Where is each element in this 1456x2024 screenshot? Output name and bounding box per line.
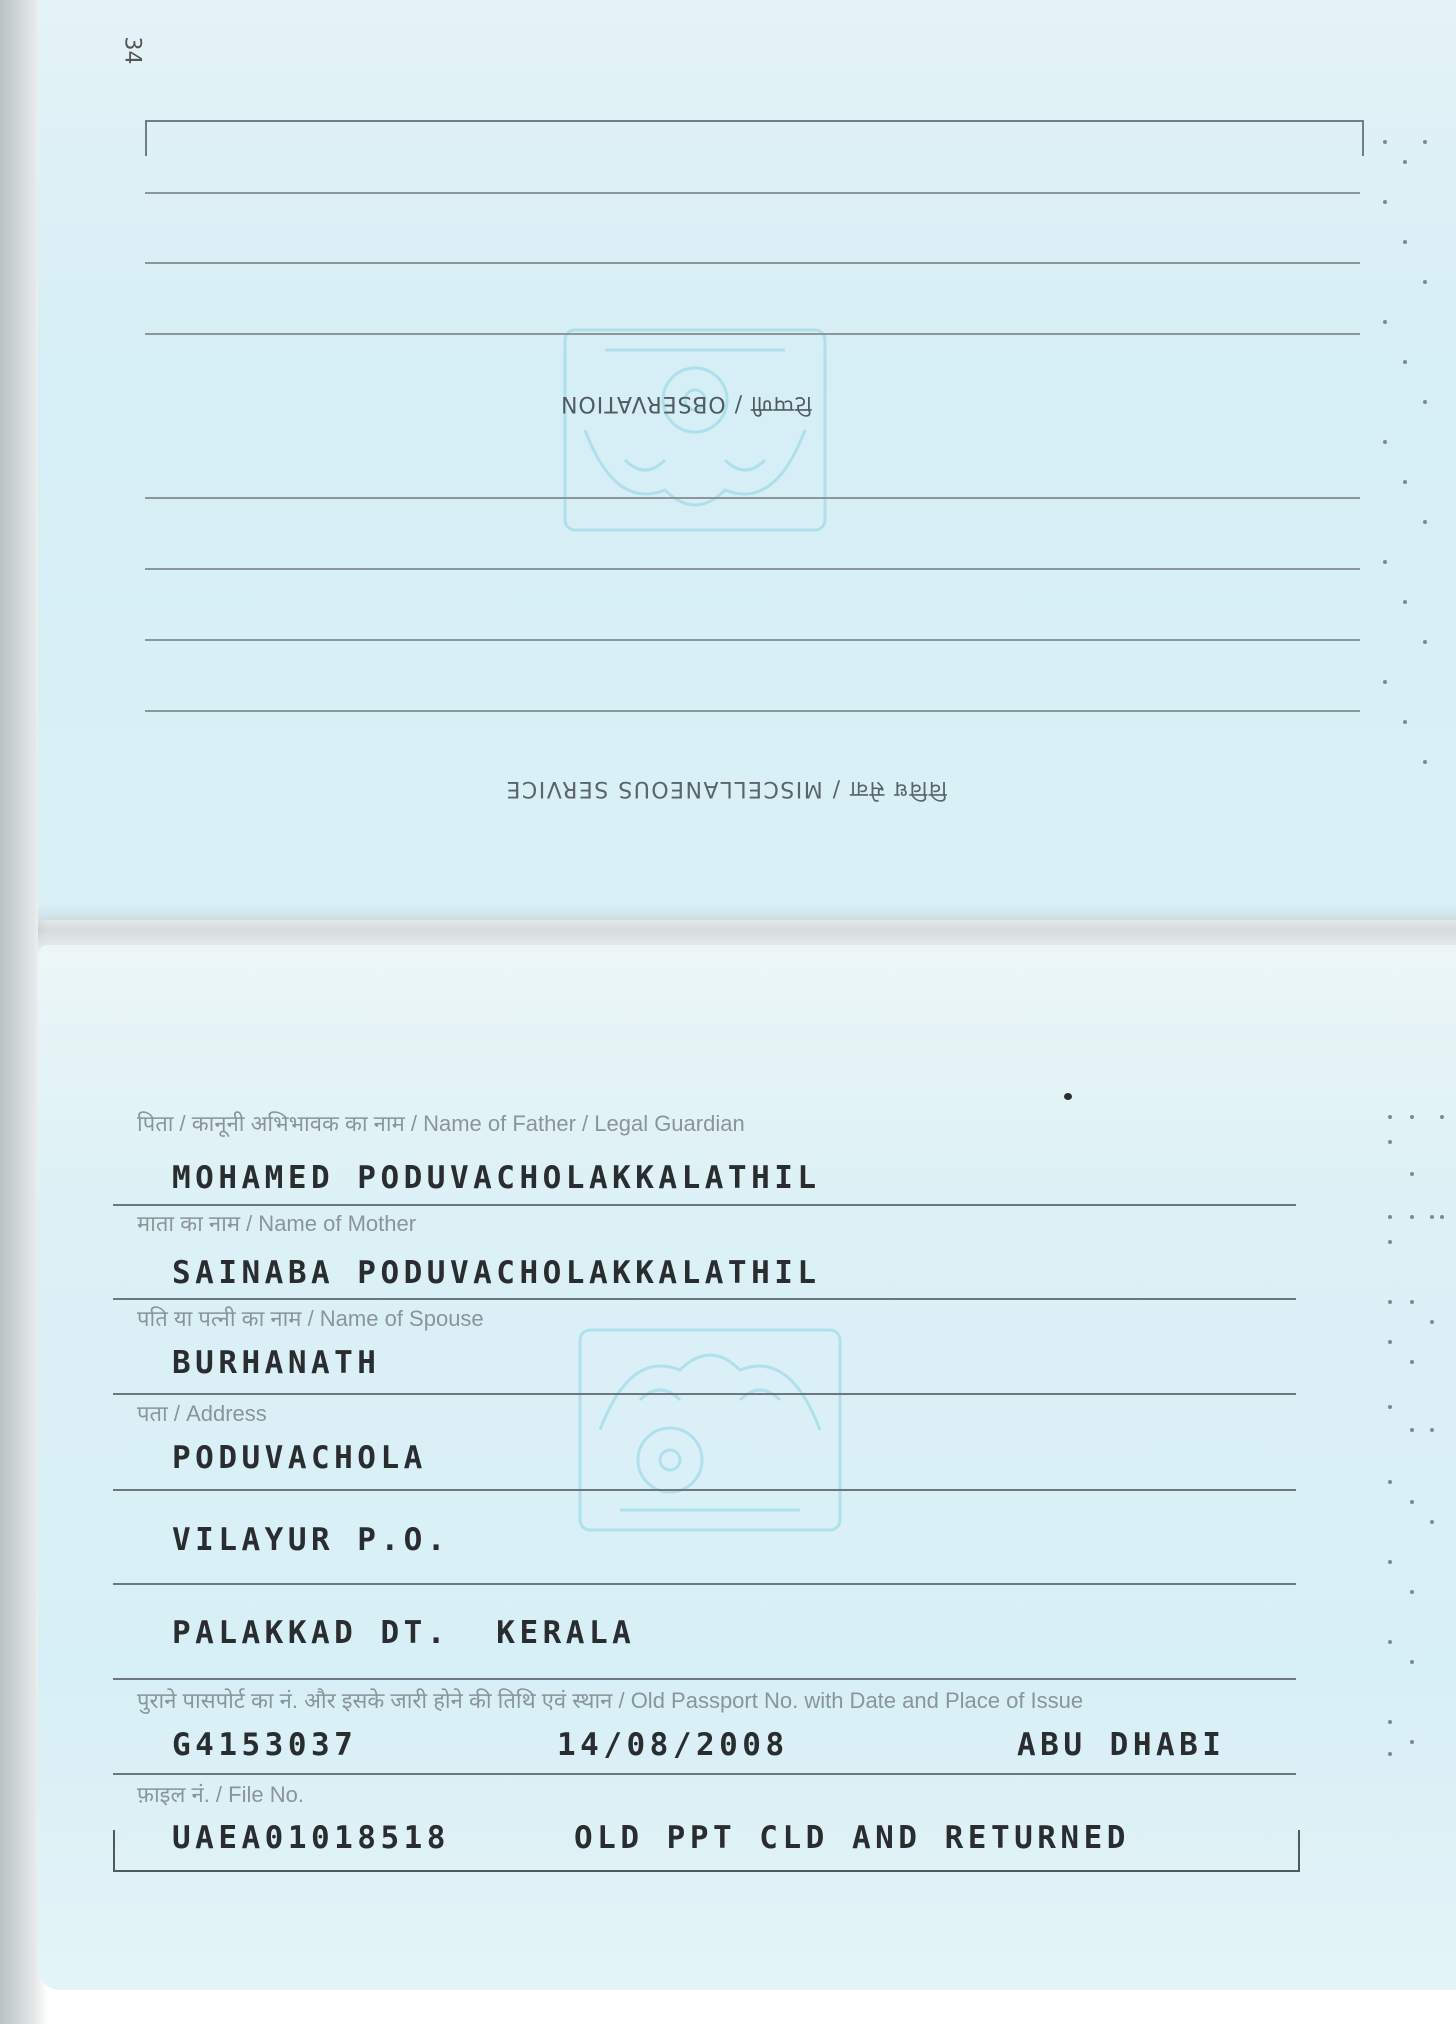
perforation-dot [1383,440,1387,444]
old-passport-issue-place: ABU DHABI [1017,1727,1226,1763]
file-no-label: फ़ाइल नं. / File No. [137,1782,304,1807]
perforation-dot [1383,560,1387,564]
perforation-dot [1410,1500,1414,1504]
perforation-dot [1440,1115,1444,1119]
perforation-dot [1423,140,1427,144]
perforation-dot [1388,1240,1392,1244]
father-underline [113,1204,1296,1206]
mother-name-value: SAINABA PODUVACHOLAKKALATHIL [172,1255,821,1291]
perforation-dot [1403,600,1407,604]
spouse-label: पति या पत्नी का नाम / Name of Spouse [137,1306,484,1331]
perforation-dot [1430,1320,1434,1324]
perforation-dot [1410,1428,1414,1432]
observation-frame [145,120,1364,156]
old-passport-underline [113,1773,1296,1775]
perforation-dot [1388,1640,1392,1644]
perforation-dot [1403,240,1407,244]
father-name-value: MOHAMED PODUVACHOLAKKALATHIL [172,1160,821,1196]
emblem-watermark-top [545,310,845,550]
perforation-dot [1423,280,1427,284]
perforation-dot [1388,1560,1392,1564]
observation-line [145,710,1360,712]
observation-line [145,568,1360,570]
old-passport-issue-date: 14/08/2008 [557,1727,789,1763]
perforation-dot [1423,520,1427,524]
perforation-dot [1423,760,1427,764]
page-number: 34 [119,36,145,65]
mother-label: माता का नाम / Name of Mother [137,1211,417,1236]
file-remark-value: OLD PPT CLD AND RETURNED [574,1820,1130,1856]
perforation-dot [1388,1340,1392,1344]
perforation-dot [1388,1215,1392,1219]
perforation-dot [1430,1520,1434,1524]
address-label: पता / Address [137,1401,267,1426]
perforation-dot [1403,480,1407,484]
perforation-dot [1410,1172,1414,1176]
perforation-dot [1410,1360,1414,1364]
perforation-dot [1383,320,1387,324]
address-underline [113,1678,1296,1680]
observation-line [145,192,1360,194]
perforation-dot [1388,1720,1392,1724]
perforation-dot [1388,1300,1392,1304]
perforation-dot [1383,140,1387,144]
spouse-name-value: BURHANATH [172,1345,381,1381]
perforation-dot [1388,1405,1392,1409]
perforation-dot [1388,1480,1392,1484]
perforation-dot [1403,160,1407,164]
perforation-dot [1403,360,1407,364]
ink-speck [1064,1093,1072,1100]
perforation-dot [1410,1115,1414,1119]
old-passport-number: G4153037 [172,1727,358,1763]
father-label: पिता / कानूनी अभिभावक का नाम / Name of Father / Legal Guardian [137,1111,745,1136]
file-no-frame [113,1830,1300,1872]
perforation-dot [1383,680,1387,684]
observation-line [145,333,1360,335]
perforation-dot [1410,1300,1414,1304]
perforation-dot [1430,1215,1434,1219]
address-line-3: PALAKKAD DT. KERALA [172,1615,636,1651]
perforation-dot [1430,1428,1434,1432]
perforation-dot [1423,640,1427,644]
perforation-dot [1388,1752,1392,1756]
perforation-dot [1403,720,1407,724]
observation-line [145,497,1360,499]
emblem-watermark-bottom [560,1310,860,1550]
old-passport-label: पुराने पासपोर्ट का नं. और इसके जारी होने की तिथि एवं स्थान / Old Passport No. with Date and Place of Issue [137,1688,1084,1713]
address-underline [113,1583,1296,1585]
mother-underline [113,1298,1296,1300]
spouse-underline [113,1393,1296,1395]
perforation-dot [1440,1215,1444,1219]
perforation-dot [1410,1660,1414,1664]
perforation-dot [1388,1115,1392,1119]
observation-line [145,639,1360,641]
perforation-dot [1410,1740,1414,1744]
perforation-dot [1410,1215,1414,1219]
miscellaneous-service-heading: विविध सेवा / MISCELLANEOUS SERVICE [505,776,947,801]
address-underline [113,1489,1296,1491]
file-number-value: UAEA01018518 [172,1820,450,1856]
perforation-dot [1388,1140,1392,1144]
perforation-dot [1383,200,1387,204]
observation-heading: टिप्पणी / OBSERVATION [560,391,812,416]
perforation-dot [1410,1590,1414,1594]
observation-line [145,262,1360,264]
address-line-1: PODUVACHOLA [172,1440,427,1476]
address-line-2: VILAYUR P.O. [172,1522,450,1558]
perforation-dot [1423,400,1427,404]
